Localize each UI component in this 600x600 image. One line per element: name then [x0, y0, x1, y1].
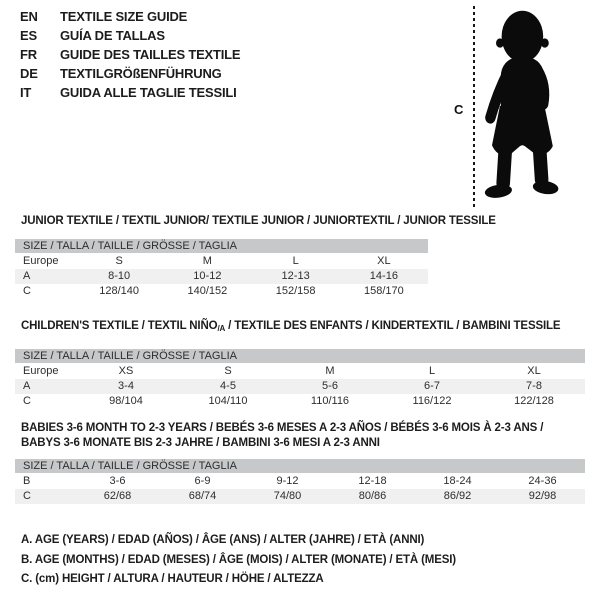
table-row	[15, 474, 585, 489]
junior-size-table	[15, 239, 428, 299]
cell: 92/98	[528, 490, 557, 502]
row-label: A	[23, 270, 31, 282]
cell: 86/92	[443, 490, 472, 502]
cell: 24-36	[528, 475, 557, 487]
measure-legend	[21, 531, 456, 590]
row-label: B	[23, 475, 31, 487]
children-size-table	[15, 349, 585, 409]
cell: L	[428, 365, 436, 377]
language-title: TEXTILE SIZE GUIDE	[60, 9, 188, 24]
cell: 4-5	[220, 380, 236, 392]
cell: 7-8	[526, 380, 542, 392]
cell: 5-6	[322, 380, 338, 392]
cell: 3-4	[118, 380, 134, 392]
cell: 18-24	[443, 475, 472, 487]
language-row-fr	[20, 45, 240, 64]
babies-size-table	[15, 459, 585, 504]
title-part: / TEXTILE DES ENFANTS / KINDERTEXTIL / BAMBINI TESSILE	[225, 320, 561, 332]
cell: 8-10	[108, 270, 131, 282]
section-title-children	[21, 320, 560, 333]
row-label: C	[23, 490, 31, 502]
cell: 116/122	[412, 395, 452, 407]
table-row	[15, 254, 428, 269]
cell: 14-16	[369, 270, 398, 282]
legend-line-c: C. (cm) HEIGHT / ALTURA / HAUTEUR / HÖHE / ALTEZZA	[21, 573, 324, 585]
legend-line-a: A. AGE (YEARS) / EDAD (AÑOS) / ÂGE (ANS) / ALTER (JAHRE) / ETÀ (ANNI)	[21, 534, 425, 546]
title-line-1: BABIES 3-6 MONTH TO 2-3 YEARS / BEBÉS 3-6 MESES A 2-3 AÑOS / BÉBÉS 3-6 MOIS À 2-3 ANS /	[21, 422, 544, 434]
cell: XS	[118, 365, 134, 377]
row-label: C	[23, 285, 31, 297]
height-measure-label: C	[454, 102, 464, 117]
language-row-es	[20, 26, 240, 45]
legend-line-b: B. AGE (MONTHS) / EDAD (MESES) / ÂGE (MOIS) / ALTER (MONATE) / ETÀ (MESI)	[21, 553, 456, 566]
language-title: GUÍA DE TALLAS	[60, 28, 165, 43]
cell: XL	[527, 365, 541, 377]
row-label: C	[23, 395, 31, 407]
cell: 9-12	[276, 475, 299, 487]
baby-silhouette-icon	[480, 8, 568, 206]
language-code: ES	[20, 28, 37, 43]
language-title: TEXTILGRÖßENFÜHRUNG	[60, 66, 222, 81]
language-row-it	[20, 83, 240, 102]
row-label: A	[23, 380, 31, 392]
cell: 152/158	[275, 285, 316, 297]
section-title-babies	[21, 421, 543, 451]
cell: S	[224, 365, 232, 377]
language-code: IT	[20, 85, 32, 100]
cell: 12-13	[281, 270, 310, 282]
section-title-junior: JUNIOR TEXTILE / TEXTIL JUNIOR/ TEXTILE JUNIOR / JUNIORTEXTIL / JUNIOR TESSILE	[21, 215, 496, 227]
cell: 62/68	[103, 490, 132, 502]
title-part: CHILDREN'S TEXTILE / TEXTIL NIÑO	[21, 320, 218, 332]
cell: M	[325, 365, 335, 377]
cell: 6-7	[424, 380, 440, 392]
cell: 10-12	[193, 270, 222, 282]
language-code: DE	[20, 66, 38, 81]
table-header-bar: SIZE / TALLA / TAILLE / GRÖSSE / TAGLIA	[15, 459, 585, 473]
cell: M	[202, 255, 212, 267]
table-row	[15, 379, 585, 394]
language-code: FR	[20, 47, 37, 62]
cell: 68/74	[188, 490, 217, 502]
language-code: EN	[20, 9, 38, 24]
cell: 128/140	[99, 285, 139, 297]
language-row-de	[20, 64, 240, 83]
cell: 74/80	[273, 490, 302, 502]
table-row	[15, 394, 585, 409]
language-row-en	[20, 7, 240, 26]
cell: 104/110	[208, 395, 248, 407]
cell: 6-9	[194, 475, 211, 487]
cell: L	[292, 255, 299, 267]
title-subscript: /A	[217, 324, 226, 333]
cell: S	[115, 255, 123, 267]
cell: 80/86	[358, 490, 387, 502]
cell: 140/152	[187, 285, 228, 297]
cell: 158/170	[363, 285, 404, 297]
table-row	[15, 269, 428, 284]
cell: 3-6	[109, 475, 126, 487]
row-label: Europe	[23, 255, 59, 267]
language-title: GUIDA ALLE TAGLIE TESSILI	[60, 85, 237, 100]
row-label: Europe	[23, 365, 59, 377]
table-row	[15, 364, 585, 379]
table-row	[15, 284, 428, 299]
height-dashed-line	[473, 6, 475, 210]
cell: 12-18	[358, 475, 387, 487]
cell: 110/116	[310, 395, 350, 407]
cell: XL	[377, 255, 391, 267]
cell: 122/128	[514, 395, 554, 407]
cell: 98/104	[109, 395, 143, 407]
table-row	[15, 489, 585, 504]
language-title: GUIDE DES TAILLES TEXTILE	[60, 47, 241, 62]
table-header-bar: SIZE / TALLA / TAILLE / GRÖSSE / TAGLIA	[15, 349, 585, 363]
title-line-2: BABYS 3-6 MONATE BIS 2-3 JAHRE / BAMBINI 3-6 MESI A 2-3 ANNI	[21, 437, 380, 449]
language-title-list	[20, 7, 240, 102]
table-header-bar: SIZE / TALLA / TAILLE / GRÖSSE / TAGLIA	[15, 239, 428, 253]
